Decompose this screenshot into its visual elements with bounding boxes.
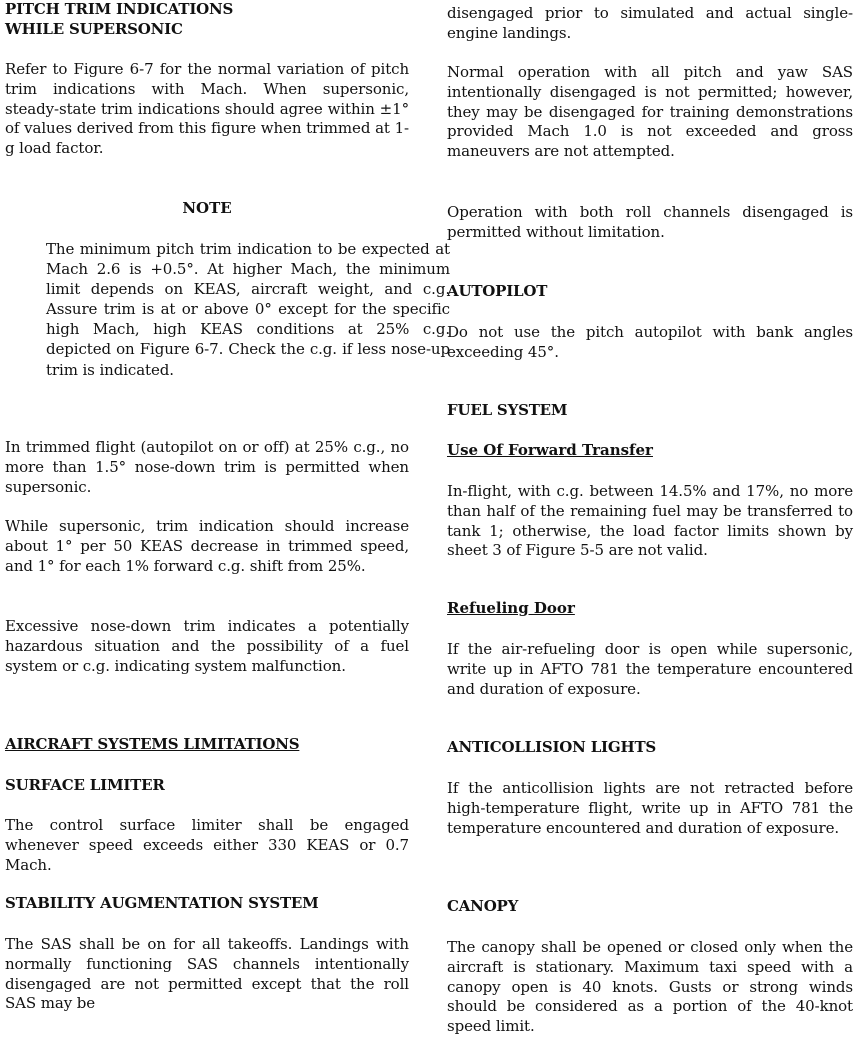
sas-paragraph-1: The SAS shall be on for all takeoffs. Landings with normally functioning SAS channels intentionally disengaged are not permitted except that the roll SAS may be bbox=[5, 935, 409, 1013]
surface-limiter-heading: SURFACE LIMITER bbox=[5, 776, 165, 794]
anticollision-heading: ANTICOLLISION LIGHTS bbox=[447, 738, 657, 756]
note-text: The minimum pitch trim indication to be expected at Mach 2.6 is +0.5°. At higher Mach, the minimum limit depends on KEAS, aircraft weight, and c.g. Assure trim is at or above 0° except for the specific high Mach, high KEAS conditions at 25% c.g. depicted on Figure 6-7. Check the c.g. if less nose-up trim is indicated. bbox=[46, 240, 450, 379]
pitch-trim-paragraph-4: Excessive nose-down trim indicates a potentially hazardous situation and the possibility of a fuel system or c.g. indicating system malfunction. bbox=[5, 617, 409, 675]
refueling-door-paragraph: If the air-refueling door is open while supersonic, write up in AFTO 781 the temperature encountered and duration of exposure. bbox=[447, 640, 853, 698]
anticollision-paragraph: If the anticollision lights are not retracted before high-temperature flight, write up in AFTO 781 the temperature encountered and duration of exposure. bbox=[447, 779, 853, 837]
forward-transfer-paragraph: In-flight, with c.g. between 14.5% and 17%, no more than half of the remaining fuel may be transferred to tank 1; otherwise, the load factor limits shown by sheet 3 of Figure 5-5 are not valid. bbox=[447, 482, 853, 560]
sas-heading: STABILITY AUGMENTATION SYSTEM bbox=[5, 894, 319, 912]
forward-transfer-heading: Use Of Forward Transfer bbox=[447, 441, 653, 459]
pitch-trim-paragraph-3: While supersonic, trim indication should increase about 1° per 50 KEAS decrease in trimmed speed, and 1° for each 1% forward c.g. shift from 25%. bbox=[5, 517, 409, 575]
note-title: NOTE bbox=[182, 199, 232, 217]
pitch-trim-heading: PITCH TRIM INDICATIONS WHILE SUPERSONIC bbox=[5, 0, 234, 38]
sas-paragraph-1-continued: disengaged prior to simulated and actual single-engine landings. bbox=[447, 4, 853, 42]
autopilot-paragraph: Do not use the pitch autopilot with bank angles exceeding 45°. bbox=[447, 323, 853, 361]
pitch-trim-paragraph-1: Refer to Figure 6-7 for the normal variation of pitch trim indications with Mach. When supersonic, steady-state trim indications should agree within ±1° of values derived from this figure when trimmed at 1-g load factor. bbox=[5, 60, 409, 158]
pitch-trim-paragraph-2: In trimmed flight (autopilot on or off) at 25% c.g., no more than 1.5° nose-down trim is permitted when supersonic. bbox=[5, 438, 409, 496]
fuel-system-heading: FUEL SYSTEM bbox=[447, 401, 568, 419]
refueling-door-heading: Refueling Door bbox=[447, 599, 575, 617]
note-body bbox=[5, 239, 480, 380]
canopy-paragraph: The canopy shall be opened or closed only when the aircraft is stationary. Maximum taxi speed with a canopy open is 40 knots. Gusts or strong winds should be considered as a portion of the 40-knot speed limit. bbox=[447, 938, 853, 1036]
canopy-heading: CANOPY bbox=[447, 897, 519, 915]
autopilot-heading: AUTOPILOT bbox=[447, 282, 548, 300]
sas-paragraph-3: Operation with both roll channels disengaged is permitted without limitation. bbox=[447, 203, 853, 241]
surface-limiter-paragraph: The control surface limiter shall be engaged whenever speed exceeds either 330 KEAS or 0.7 Mach. bbox=[5, 816, 409, 874]
sas-paragraph-2: Normal operation with all pitch and yaw SAS intentionally disengaged is not permitted; however, they may be disengaged for training demonstrations provided Mach 1.0 is not exceeded and gross maneuvers are not attempted. bbox=[447, 63, 853, 161]
aircraft-systems-heading: AIRCRAFT SYSTEMS LIMITATIONS bbox=[5, 735, 300, 753]
